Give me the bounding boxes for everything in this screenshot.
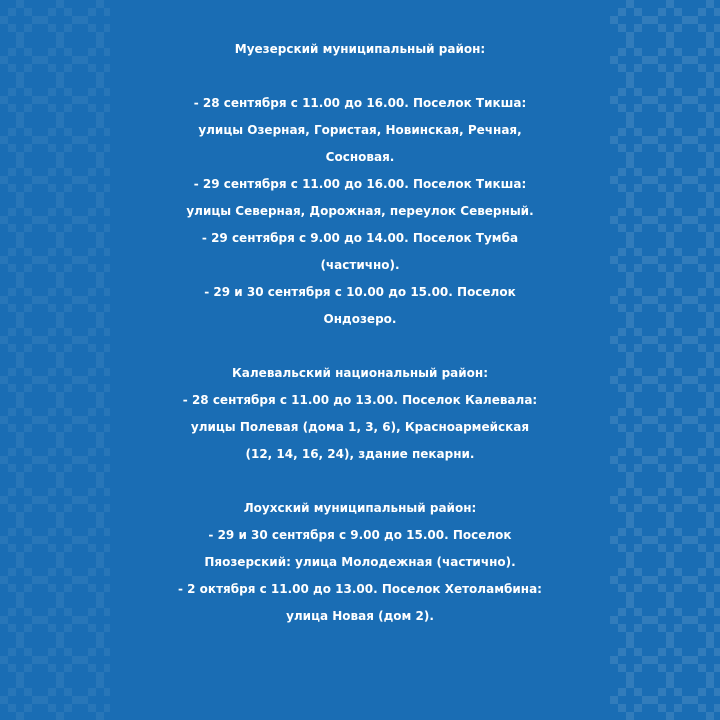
text-line: улицы Полевая (дома 1, 3, 6), Красноармейская xyxy=(190,420,530,434)
text-line: - 2 октября с 11.00 до 13.00. Поселок Хетоламбина: xyxy=(178,582,542,596)
blank-line xyxy=(0,63,720,90)
text-line: - 29 сентября с 11.00 до 16.00. Поселок Тикша: xyxy=(193,177,527,191)
text-line: улицы Озерная, Гористая, Новинская, Речная, xyxy=(198,123,522,137)
text-line: Пяозерский: улица Молодежная (частично). xyxy=(204,555,516,569)
text-line: улица Новая (дом 2). xyxy=(286,609,434,623)
text-line: улицы Северная, Дорожная, переулок Северный. xyxy=(186,204,534,218)
text-line: - 29 и 30 сентября с 10.00 до 15.00. Поселок xyxy=(204,285,516,299)
text-line: (12, 14, 16, 24), здание пекарни. xyxy=(245,447,475,461)
section-heading-kalevalsky: Калевальский национальный район: xyxy=(231,366,488,380)
text-line: Сосновая. xyxy=(325,150,395,164)
blank-line xyxy=(0,468,720,495)
section-heading-loukhsky: Лоухский муниципальный район: xyxy=(243,501,477,515)
text-line: - 29 сентября с 9.00 до 14.00. Поселок Тумба xyxy=(201,231,519,245)
text-line: Ондозеро. xyxy=(323,312,397,326)
blank-line xyxy=(0,333,720,360)
text-line: - 28 сентября с 11.00 до 16.00. Поселок Тикша: xyxy=(193,96,527,110)
section-heading-muezersky: Муезерский муниципальный район: xyxy=(234,42,486,56)
text-line: - 29 и 30 сентября с 9.00 до 15.00. Поселок xyxy=(208,528,512,542)
text-line: - 28 сентября с 11.00 до 13.00. Поселок Калевала: xyxy=(182,393,538,407)
announcement-text xyxy=(0,36,720,630)
text-line: (частично). xyxy=(320,258,400,272)
